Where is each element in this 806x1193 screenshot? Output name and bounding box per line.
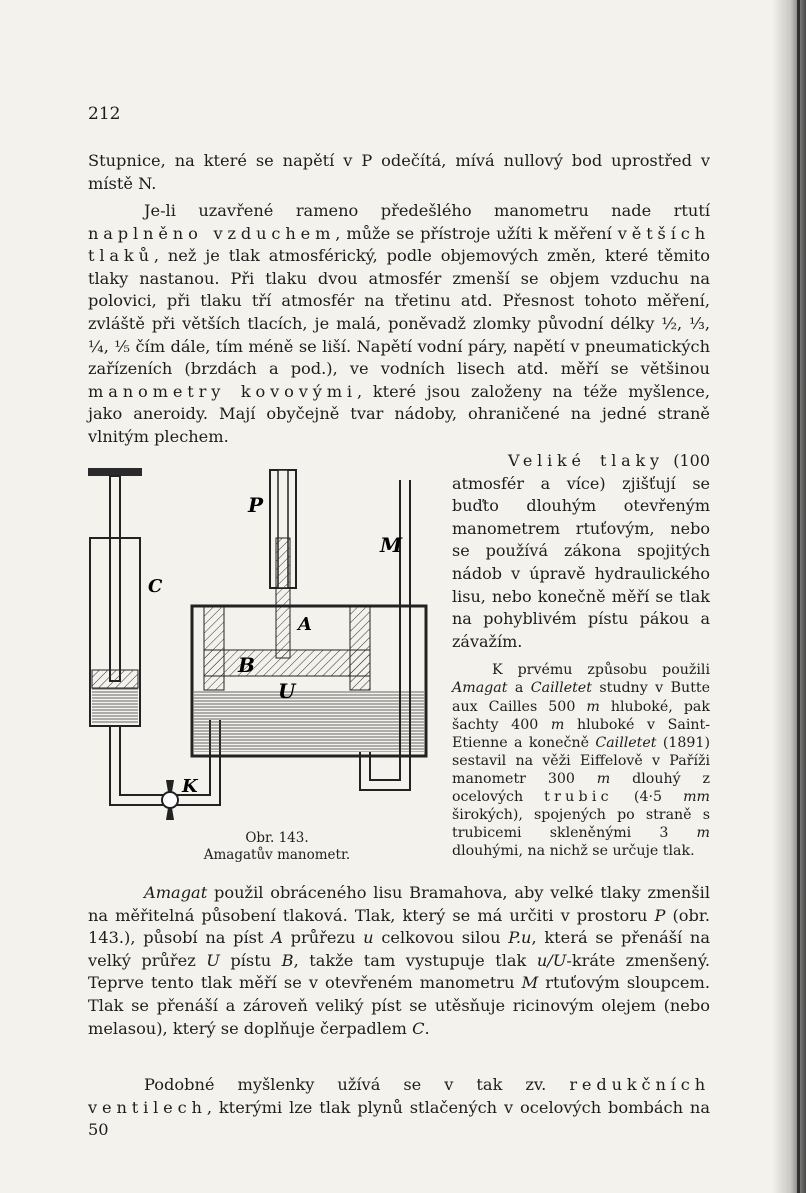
text-run: dlouhý z ocelových bbox=[452, 770, 710, 805]
pressure-tube-p bbox=[270, 470, 296, 658]
paragraph-1: Stupnice, na které se napětí v P odečítá, mívá nullový bod uprostřed v místě N. bbox=[88, 151, 710, 193]
spaced-term: Veliké tlaky bbox=[508, 451, 664, 470]
page-edge-line bbox=[797, 0, 800, 1193]
text-run: studny v Butte aux Cailles 500 bbox=[452, 680, 710, 715]
text-run: a bbox=[507, 680, 531, 697]
italic-term: mm bbox=[683, 789, 710, 805]
italic-term: m bbox=[586, 698, 600, 715]
paragraph-3 bbox=[88, 882, 710, 1040]
italic-term: Amagat bbox=[144, 883, 208, 902]
text-run: , kterými lze tlak plynů stlačených v ocelových bombách na 50 bbox=[88, 1097, 710, 1140]
caption-title: Amagatův manometr. bbox=[203, 847, 351, 863]
text-run: , takže tam vystupuje tlak bbox=[293, 950, 537, 970]
page-edge-shadow bbox=[772, 0, 806, 1193]
text-run: Podobné myšlenky užívá se v tak zv. bbox=[144, 1075, 570, 1094]
italic-term: Amagat bbox=[452, 680, 508, 697]
spaced-term: větších tlaků bbox=[88, 223, 710, 266]
text-run: , která se přenáší na velký průřez bbox=[88, 928, 711, 970]
label-a: A bbox=[298, 614, 312, 635]
right-paragraph-1 bbox=[452, 450, 710, 653]
text-run: (4·5 bbox=[612, 789, 684, 805]
pump-c bbox=[88, 468, 142, 726]
figure-caption bbox=[182, 830, 372, 864]
italic-term: P bbox=[654, 905, 666, 925]
text-run: , může se přístroje užíti k měření bbox=[335, 223, 618, 243]
label-p: P bbox=[248, 493, 264, 517]
label-b: B bbox=[238, 653, 255, 677]
italic-term: B bbox=[281, 950, 294, 970]
caption-number: Obr. 143. bbox=[245, 830, 309, 846]
spaced-term: naplněno vzduchem bbox=[88, 223, 336, 243]
italic-term: u/U bbox=[536, 950, 567, 970]
italic-term: M bbox=[521, 973, 539, 993]
text-run: použil obráceného lisu Bramahova, aby velké tlaky zmenšil na měřitelná působení tlaková. Tlak, který se má určiti v prostoru bbox=[88, 883, 710, 925]
text-run: hluboké, pak šachty 400 bbox=[452, 698, 710, 733]
paragraph-4 bbox=[88, 1074, 710, 1142]
page-number: 212 bbox=[88, 104, 121, 124]
italic-term: P.u bbox=[508, 928, 532, 948]
text-run: hluboké v Saint-Etienne a konečně bbox=[452, 716, 711, 751]
text-run: širokých), spojených po straně s trubicemi skleněnými 3 bbox=[452, 807, 710, 842]
text-run: (obr. 143.), působí na píst bbox=[88, 905, 710, 948]
text-run: dlouhými, na nichž se určuje tlak. bbox=[452, 843, 695, 860]
valve-k bbox=[162, 780, 178, 820]
text-run: pístu bbox=[219, 950, 282, 970]
italic-term: m bbox=[596, 770, 611, 787]
italic-term: m bbox=[550, 716, 565, 733]
spaced-term: redukčních ventilech bbox=[88, 1075, 710, 1117]
italic-term: u bbox=[363, 928, 374, 948]
text-run: (1891) sestavil na věži Eiffelově v Paříži manometr 300 bbox=[452, 734, 710, 787]
text-run: . bbox=[424, 1018, 430, 1038]
label-m: M bbox=[380, 533, 403, 557]
label-u: U bbox=[278, 679, 296, 703]
paragraph-2 bbox=[88, 200, 710, 449]
italic-term: Cailletet bbox=[595, 734, 657, 751]
text-run: rtuťovým sloupcem. Tlak se přenáší a zároveň veliký píst se utěsňuje ricinovým olejem (nebo melasou), který se doplňuje čerpadlem bbox=[88, 973, 710, 1038]
italic-term: m bbox=[696, 825, 710, 842]
spaced-term: manometry kovovými bbox=[88, 381, 357, 401]
text-run: (100 atmosfér a více) zjišťují se buďto dlouhým otevřeným manometrem rtuťovým, nebo se používá zákona spojitých nádob v úpravě hydraulického lisu, nebo konečně měří se tlak na pohyblivém pístu pákou a závažím. bbox=[452, 451, 710, 651]
text-run: , které jsou založeny na téže myšlence, jako aneroidy. Mají obyčejně tvar nádoby, ohraničené na jedné straně vlnitým plechem. bbox=[88, 381, 710, 446]
text-run: celkovou silou bbox=[373, 928, 509, 948]
text-run: Je-li uzavřené rameno předešlého manometru nade rtutí bbox=[144, 201, 710, 220]
amagat-manometer-figure bbox=[80, 460, 440, 830]
text-run: -kráte zmenšený. Teprve tento tlak měří se v otevřeném manometru bbox=[88, 950, 710, 993]
italic-term: A bbox=[271, 928, 283, 948]
text-run: , než je tlak atmosférický, podle objemových změn, které těmito tlaky nastanou. Při tlaku dvou atmosfér zmenší se objem vzduchu na polovici, při tlaku tří atmosfér na třetinu atd. Přesnost tohoto měření, zvláště při větších tlacích, je malá, poněvadž zlomky původní délky ½, ⅓, ¼, ⅕ čím dále, tím méně se liší. Napětí vodní páry, napětí v pneumatických zařízeních (brzdách a pod.), ve vodních lisech atd. měří se většinou bbox=[88, 246, 710, 379]
italic-term: Cailletet bbox=[530, 680, 592, 697]
text-run: K prvému způsobu použili bbox=[492, 662, 710, 679]
right-column bbox=[452, 450, 710, 860]
label-k: K bbox=[182, 776, 198, 797]
label-c: C bbox=[148, 576, 163, 597]
spaced-term: trubic bbox=[544, 789, 613, 805]
right-paragraph-2 bbox=[452, 661, 710, 860]
italic-term: U bbox=[206, 950, 220, 970]
text-run: průřezu bbox=[282, 928, 364, 948]
italic-term: C bbox=[412, 1018, 425, 1038]
